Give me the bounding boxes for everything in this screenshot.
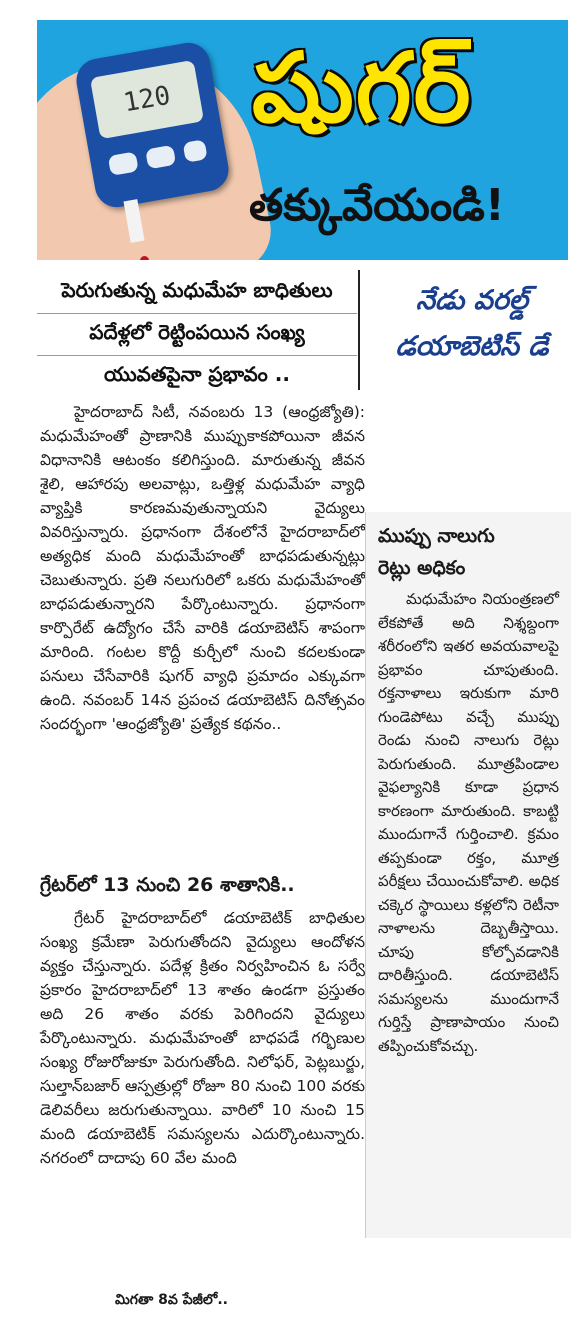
meter-reading: 120 [90,60,204,139]
sidebar-heading-line1: ముప్పు నాలుగు [378,525,495,547]
continued-note: మిగతా 8వ పేజీలో.. [115,1292,228,1308]
article-subheading: గ్రేటర్‌లో 13 నుంచి 26 శాతానికి.. [40,874,295,896]
headline-2: పదేళ్లలో రెట్టింపయిన సంఖ్య [37,314,357,356]
side-heading [372,278,572,370]
side-heading-line2: డయాబెటిస్ డే [395,331,549,362]
meter-button-icon [108,151,139,176]
article-paragraph: హైదరాబాద్ సిటీ, నవంబరు 13 (ఆంధ్రజ్యోతి): మధుమేహంతో ప్రాణానికి ముప్పుకాకపోయినా జీవన విధానానికి ఆటంకం కలిగిస్తుంది. మారుతున్న జీవన శైలి, ఆహారపు అలవాట్లు, ఒత్తిళ్ల మధుమేహ వ్యాధి వ్యాప్తికి కారణమవుతున్నాయని వైద్యులు వివరిస్తున్నారు. ప్రధానంగా దేశంలోనే హైదరాబాద్‌లో అత్యధిక మంది మధుమేహంతో బాధపడుతున్నట్లు చెబుతున్నారు. ప్రతి నలుగురిలో ఒకరు మధుమేహంతో బాధపడుతున్నారని పేర్కొంటున్నారు. ప్రధానంగా కార్పొరేట్ ఉద్యోగం చేసే వారికి డయాబెటిస్ శాపంగా మారింది. గంటల కొద్దీ కుర్చీలో నుంచి కదలకుండా పనులు చేసేవారికి షుగర్ వ్యాధి ప్రమాదం ఎక్కువగా ఉంది. నవంబర్ 14న ప్రపంచ డయాబెటిస్ దినోత్సవం సందర్భంగా 'ఆంధ్రజ్యోతి' ప్రత్యేక కథనం.. [40,403,365,733]
sidebar-heading-line2: రెట్లు అధికం [378,557,466,579]
side-heading-line1: నేడు వరల్డ్ [415,285,529,316]
headline-block [37,272,357,392]
header-banner [37,20,568,260]
glucose-meter-icon [73,39,232,210]
banner-title: షుగర్ [252,32,473,144]
headline-3: యువతపైనా ప్రభావం .. [104,362,290,386]
sidebar-heading [366,512,571,584]
blood-drop-icon [140,256,149,260]
meter-button-icon [183,139,208,163]
article-paragraph-2: గ్రేటర్ హైదరాబాద్‌లో డయాబెటిక్ బాధితుల సంఖ్య క్రమేణా పెరుగుతోందని వైద్యులు ఆందోళన వ్యక్తం చేస్తున్నారు. పదేళ్ల క్రితం నిర్వహించిన ఓ సర్వే ప్రకారం హైదరాబాద్‌లో 13 శాతం ఉండగా ప్రస్తుతం అది 26 శాతం వరకు పెరిగిందని వైద్యులు పేర్కొంటున్నారు. మధుమేహంతో బాధపడే గర్భిణుల సంఖ్య రోజురోజుకూ పెరుగుతోంది. నిలోఫర్, పెట్లబుర్జు, సుల్తాన్‌బజార్ ఆస్పత్రుల్లో రోజూ 80 నుంచి 100 వరకు డెలివరీలు జరుగుతున్నాయి. వారిలో 10 నుంచి 15 మంది డయాబెటిక్ సమస్యలను ఎదుర్కొంటున్నారు. నగరంలో దాదాపు 60 వేల మంది [40,909,365,1167]
banner-subtitle: తక్కువేయండి! [249,180,505,231]
divider [358,270,360,390]
sidebar-body: మధుమేహం నియంత్రణలో లేకపోతే అది నిశ్శబ్దంగా శరీరంలోని ఇతర అవయవాలపై ప్రభావం చూపుతుంది. రక్తనాళాలు ఇరుకుగా మారి గుండెపోటు వచ్చే ముప్పు రెండు నుంచి నాలుగు రెట్లు పెరుగుతుంది. మూత్రపిండాల వైఫల్యానికి కూడా ప్రధాన కారణంగా మారుతుంది. కాబట్టి ముందుగానే గుర్తించాలి. క్రమం తప్పకుండా రక్తం, మూత్ర పరీక్షలు చేయించుకోవాలి. అధిక చక్కెర స్థాయిలు కళ్లలోని రెటీనా నాళాలను దెబ్బతీస్తాయి. చూపు కోల్పోవడానికి దారితీస్తుంది. డయాబెటిస్ సమస్యలను ముందుగానే గుర్తిస్తే ప్రాణాపాయం నుంచి తప్పించుకోవచ్చు. [378,590,559,1055]
headline-1: పెరుగుతున్న మధుమేహ బాధితులు [37,272,357,314]
sidebar-box [365,512,571,1238]
main-article-continued [40,906,365,1170]
meter-button-icon [145,145,176,170]
main-article [40,400,365,736]
